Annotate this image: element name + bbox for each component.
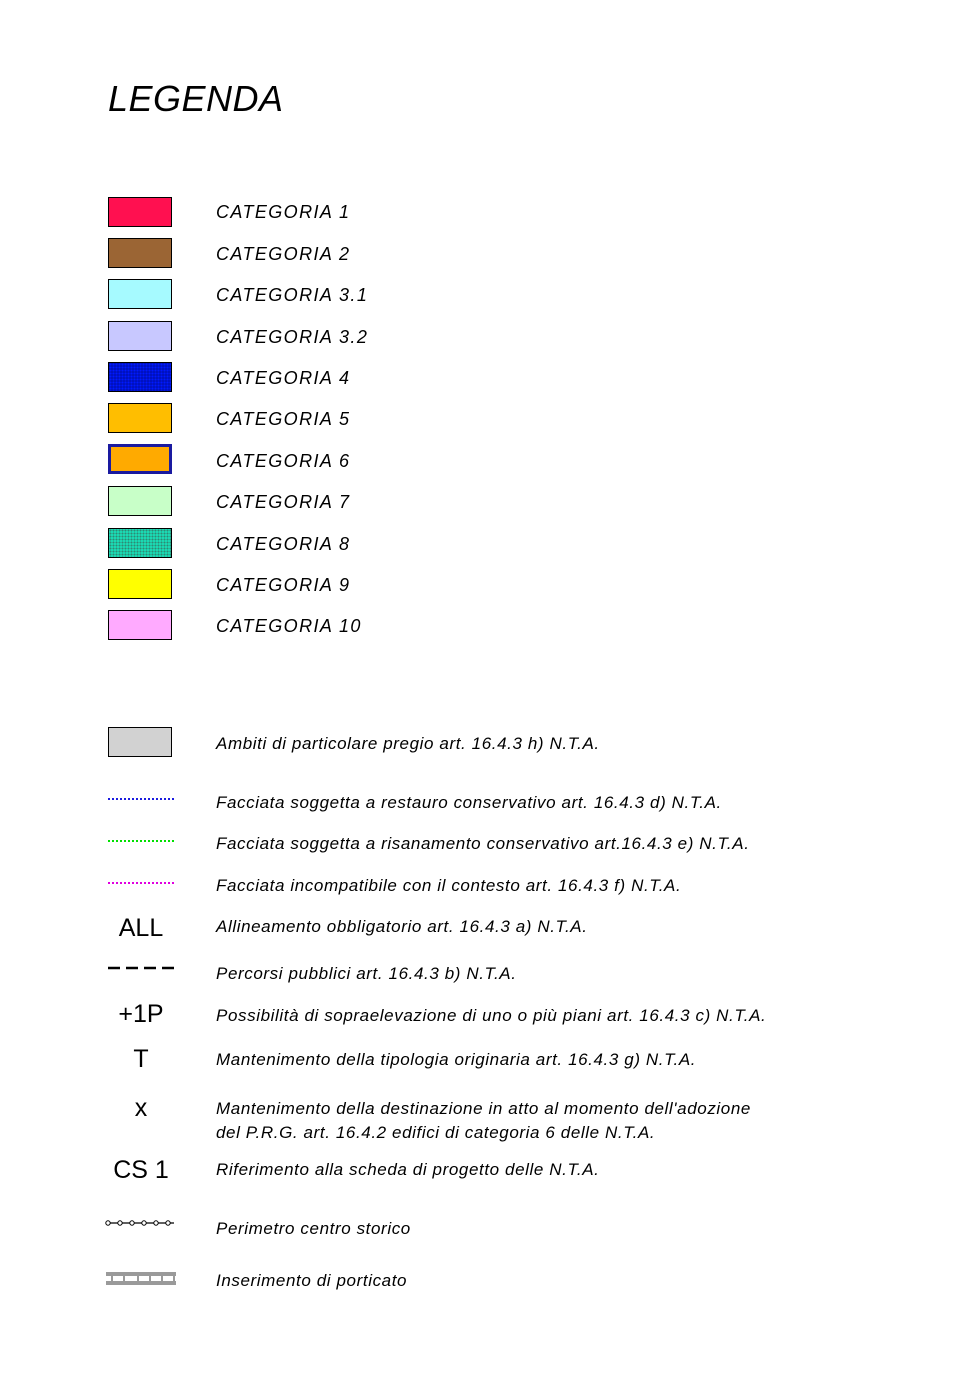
item-restauro-label: Facciata soggetta a restauro conservativo art. 16.4.3 d) N.T.A.: [216, 793, 722, 812]
category-8-label: CATEGORIA 8: [216, 534, 351, 554]
category-7-swatch: [108, 486, 172, 516]
item-incompatibile-label: Facciata incompatibile con il contesto art. 16.4.3 f) N.T.A.: [216, 876, 682, 895]
plus-1p-symbol: +1P: [118, 1000, 164, 1028]
t-symbol: T: [133, 1045, 149, 1073]
category-9-label: CATEGORIA 9: [216, 575, 351, 595]
item-risanamento-label: Facciata soggetta a risanamento conservativo art.16.4.3 e) N.T.A.: [216, 834, 750, 853]
category-3-2-swatch: [108, 321, 172, 351]
legend-title: LEGENDA: [108, 78, 284, 119]
category-6-label: CATEGORIA 6: [216, 451, 351, 471]
category-4-swatch: [108, 362, 172, 392]
item-percorsi-label: Percorsi pubblici art. 16.4.3 b) N.T.A.: [216, 964, 517, 983]
grey-swatch: [108, 727, 172, 757]
green-dotted-line-icon: [108, 840, 174, 842]
porch-icon: [104, 1270, 178, 1288]
item-allineamento-label: Allineamento obbligatorio art. 16.4.3 a) N.T.A.: [216, 917, 588, 936]
item-scheda-label: Riferimento alla scheda di progetto delle N.T.A.: [216, 1160, 600, 1179]
category-5-label: CATEGORIA 5: [216, 409, 351, 429]
category-8-swatch: [108, 528, 172, 558]
category-3-2-label: CATEGORIA 3.2: [216, 327, 369, 347]
item-porticato-label: Inserimento di porticato: [216, 1271, 408, 1290]
magenta-dotted-line-icon: [108, 882, 174, 884]
circle-line-icon: [104, 1218, 178, 1228]
category-7-label: CATEGORIA 7: [216, 492, 351, 512]
category-2-swatch: [108, 238, 172, 268]
category-3-1-swatch: [108, 279, 172, 309]
category-10-label: CATEGORIA 10: [216, 616, 362, 636]
category-1-swatch: [108, 197, 172, 227]
item-tipologia-label: Mantenimento della tipologia originaria art. 16.4.3 g) N.T.A.: [216, 1050, 697, 1069]
category-2-label: CATEGORIA 2: [216, 244, 351, 264]
dashed-line-icon: [108, 964, 178, 972]
item-pregio-label: Ambiti di particolare pregio art. 16.4.3 h) N.T.A.: [216, 734, 600, 753]
item-sopraelevazione-label: Possibilità di sopraelevazione di uno o più piani art. 16.4.3 c) N.T.A.: [216, 1006, 767, 1025]
category-1-label: CATEGORIA 1: [216, 202, 351, 222]
category-5-swatch: [108, 403, 172, 433]
item-destinazione-label-2: del P.R.G. art. 16.4.2 edifici di categoria 6 delle N.T.A.: [216, 1123, 656, 1142]
item-destinazione-label-1: Mantenimento della destinazione in atto al momento dell'adozione: [216, 1099, 751, 1118]
all-symbol: ALL: [118, 914, 164, 942]
category-9-swatch: [108, 569, 172, 599]
x-symbol: x: [134, 1094, 148, 1122]
category-6-swatch: [108, 444, 172, 474]
category-4-label: CATEGORIA 4: [216, 368, 351, 388]
item-perimetro-label: Perimetro centro storico: [216, 1219, 411, 1238]
cs1-symbol: CS 1: [113, 1156, 169, 1184]
category-10-swatch: [108, 610, 172, 640]
category-3-1-label: CATEGORIA 3.1: [216, 285, 369, 305]
blue-dotted-line-icon: [108, 798, 174, 800]
